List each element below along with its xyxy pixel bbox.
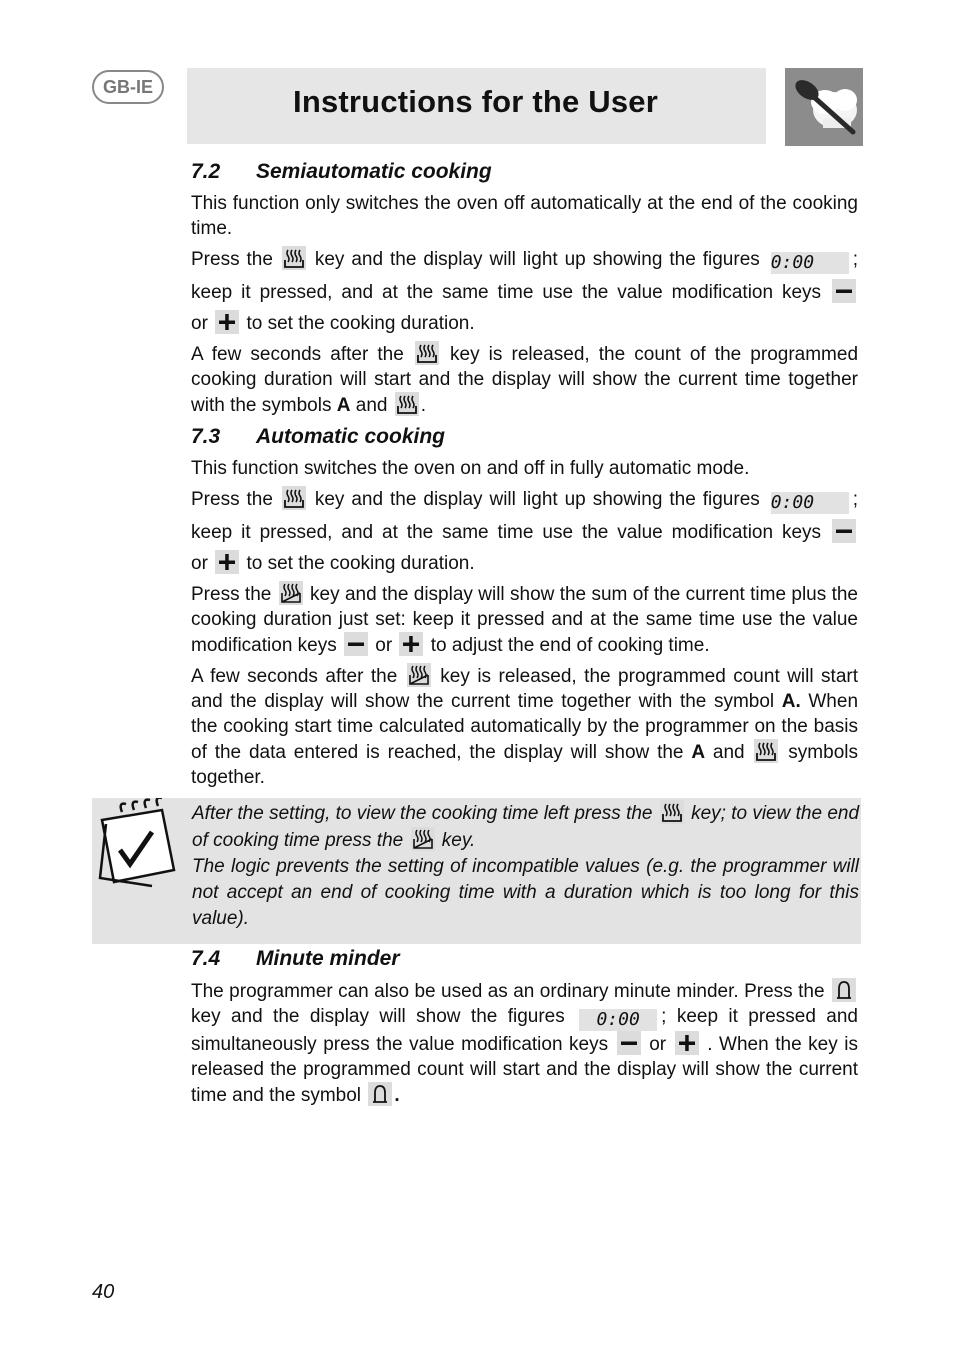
paragraph: Press the key and the display will show the sum of the current time plus the cooking duration just set: keep it pressed and at the same time use the value modification keys or to adjust the end of cooking time.	[191, 581, 858, 658]
note-box	[92, 798, 861, 944]
paragraph: Press the key and the display will light up showing the figures 0:00 ;	[191, 486, 858, 514]
paragraph: or to set the cooking duration.	[191, 550, 858, 576]
minus-key-icon	[344, 632, 368, 656]
cooking-duration-key-icon	[282, 486, 306, 510]
paragraph: The programmer can also be used as an ordinary minute minder. Press the key and the display will show the figures 0:00 ; keep it pressed and simultaneously press the value modification keys or . When the key is released the programmed count will start and the display will show the current time and the symbol .	[191, 978, 858, 1108]
end-cooking-key-icon	[279, 581, 303, 605]
minus-key-icon	[832, 519, 856, 543]
paragraph: This function only switches the oven off automatically at the end of the cooking time.	[191, 193, 858, 239]
minus-key-icon	[832, 279, 856, 303]
display-figures: 0:00	[579, 1009, 657, 1031]
display-figures: 0:00	[771, 252, 849, 274]
plus-key-icon	[215, 310, 239, 334]
cooking-duration-key-icon	[660, 800, 684, 824]
paragraph: keep it pressed, and at the same time use the value modification keys	[191, 519, 858, 545]
note-text: After the setting, to view the cooking time left press the key; to view the end of cooking time press the key.	[192, 800, 859, 854]
plus-key-icon	[399, 632, 423, 656]
paragraph: This function switches the oven on and off in fully automatic mode.	[191, 458, 750, 479]
section-heading-7-3: 7.3 Automatic cooking	[191, 425, 446, 448]
cooking-duration-key-icon	[282, 246, 306, 270]
chef-hat-spoon-icon	[785, 68, 863, 146]
paragraph: or to set the cooking duration.	[191, 310, 858, 336]
notepad-check-icon	[92, 798, 187, 944]
section-heading-7-4: 7.4 Minute minder	[191, 947, 400, 970]
end-cooking-key-icon	[411, 827, 435, 851]
note-text: The logic prevents the setting of incompatible values (e.g. the programmer will not accept an end of cooking time with a duration which is too long for this value).	[192, 856, 859, 929]
bell-key-icon	[832, 978, 856, 1002]
section-heading-7-2: 7.2 Semiautomatic cooking	[191, 160, 492, 183]
paragraph: Press the key and the display will light up showing the figures 0:00 ;	[191, 246, 858, 274]
header-bar	[187, 68, 766, 144]
plus-key-icon	[675, 1031, 699, 1055]
bell-key-icon	[368, 1082, 392, 1106]
display-figures: 0:00	[771, 492, 849, 514]
cooking-duration-key-icon	[395, 392, 419, 416]
page-title: Instructions for the User	[293, 84, 658, 119]
cooking-duration-key-icon	[415, 341, 439, 365]
page-number: 40	[92, 1281, 115, 1303]
minus-key-icon	[617, 1031, 641, 1055]
paragraph: A few seconds after the key is released, the programmed count will start and the display will show the current time together with the symbol A. When the cooking start time calculated automatically by the programmer on the basis of the data entered is reached, the display will show the A and symbols together.	[191, 663, 858, 790]
cooking-duration-key-icon	[754, 739, 778, 763]
paragraph: keep it pressed, and at the same time use the value modification keys	[191, 279, 858, 305]
plus-key-icon	[215, 550, 239, 574]
end-cooking-key-icon	[407, 663, 431, 687]
region-badge: GB-IE	[92, 70, 164, 104]
paragraph: A few seconds after the key is released, the count of the programmed cooking duration will start and the display will show the current time together with the symbols A and .	[191, 341, 858, 418]
